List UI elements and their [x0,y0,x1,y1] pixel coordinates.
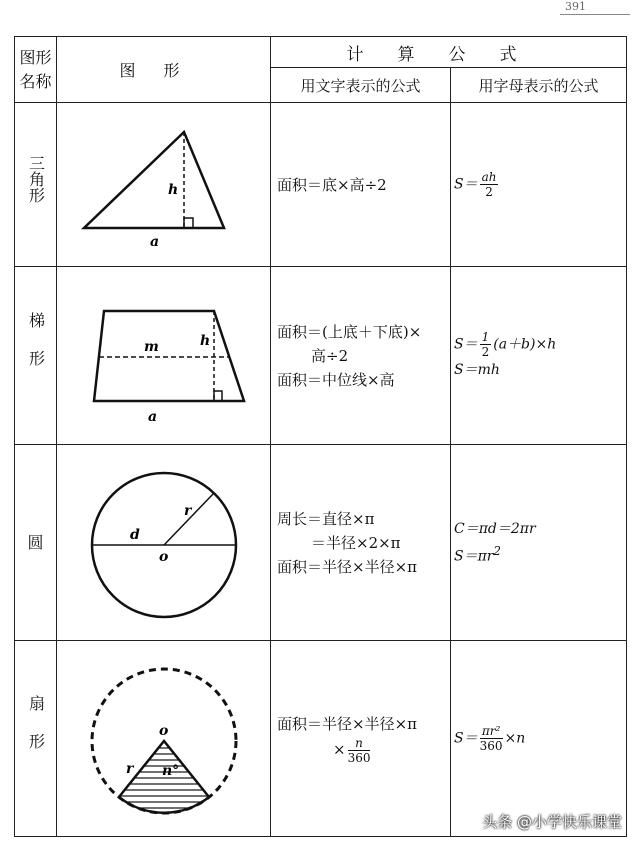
formula-line2: S＝mh [454,362,500,378]
shape-name-sector [15,641,57,837]
base-label: a [149,233,159,250]
formula-line1: C＝πd＝2πr [454,520,536,537]
header-letter-formula: 用字母表示的公式 [451,68,627,103]
fraction-numerator: 1 [481,330,490,344]
header-row-1 [15,37,627,68]
text-formula-sector [271,641,451,837]
fraction-numerator: n [348,736,371,751]
fraction [348,736,371,765]
row-triangle [15,103,627,267]
text-formula-line: ＝半径×2×π [311,533,401,552]
letter-formula-triangle [451,103,627,267]
shape-name-circle [15,445,57,641]
fraction-denominator: 360 [479,739,503,753]
formula-exponent: 2 [493,543,501,558]
formula-line2: S＝πr [454,548,494,565]
formula-rest: (a＋b)×h [493,336,557,353]
row-circle [15,445,627,641]
header-name-line1: 图形 [19,47,52,67]
formula-lhs: S＝ [454,336,478,353]
page-number-underline [560,14,630,15]
row-trapezoid [15,267,627,445]
text-formula-line: 周长＝直径×π [277,509,375,528]
shape-name-trapezoid [15,267,57,445]
fraction-numerator: ah [481,170,497,184]
shape-name-text: 梯形 [26,311,46,388]
formula-table [14,36,627,837]
watermark: 头条 @小学快乐课堂 [482,813,622,831]
formula-lhs: S＝ [454,730,478,747]
text-formula-circle [271,445,451,641]
base-label: a [147,408,157,425]
height-label: h [167,181,178,198]
text-formula-line: 高÷2 [311,346,349,365]
radius-label: r [183,502,191,519]
text-formula-line: 面积＝底×高÷2 [277,175,387,194]
fraction [480,724,503,753]
height-label: h [199,332,210,349]
angle-label: n° [161,762,179,779]
text-formula-line: 面积＝半径×半径×π [277,557,417,576]
text-formula-line: 面积＝半径×半径×π [277,715,417,733]
midline-label: m [143,338,159,355]
fraction [480,170,499,199]
figure-triangle [57,103,271,267]
text-formula-triangle [271,103,451,267]
header-figure-cell: 图形 [57,37,271,103]
page-number: 391 [565,0,586,13]
shape-name-text: 三角形 [26,154,46,203]
triangle-diagram [64,110,264,260]
sector-diagram [64,649,264,829]
formula-rest: ×n [504,730,526,747]
center-label: o [158,722,168,739]
row-sector [15,641,627,837]
header-text-formula: 用文字表示的公式 [271,68,451,103]
trapezoid-diagram [64,281,264,431]
figure-circle [57,445,271,641]
figure-trapezoid [57,267,271,445]
text-formula-line: 面积＝中位线×高 [277,370,395,389]
fraction-denominator: 2 [485,185,493,199]
radius-label: r [125,760,133,777]
formula-lhs: S＝ [454,176,478,193]
diameter-label: d [129,526,140,543]
center-label: o [158,548,168,565]
letter-formula-trapezoid [451,267,627,445]
letter-formula-circle [451,445,627,641]
text-formula-line: 面积＝(上底＋下底)× [277,322,422,341]
letter-formula-sector [451,641,627,837]
header-name-line2: 名称 [19,71,52,91]
fraction-numerator: πr² [480,724,503,739]
fraction [480,330,492,359]
figure-sector [57,641,271,837]
header-calc-cell: 计算公式 [271,37,627,68]
shape-name-text: 扇形 [26,694,46,771]
shape-name-text: 圆 [27,532,44,552]
fraction-denominator: 360 [347,751,371,765]
header-name-cell [15,37,57,103]
shape-name-triangle [15,103,57,267]
fraction-denominator: 2 [481,345,490,359]
circle-diagram [64,453,264,633]
text-formula-line: × [333,740,346,759]
text-formula-trapezoid [271,267,451,445]
